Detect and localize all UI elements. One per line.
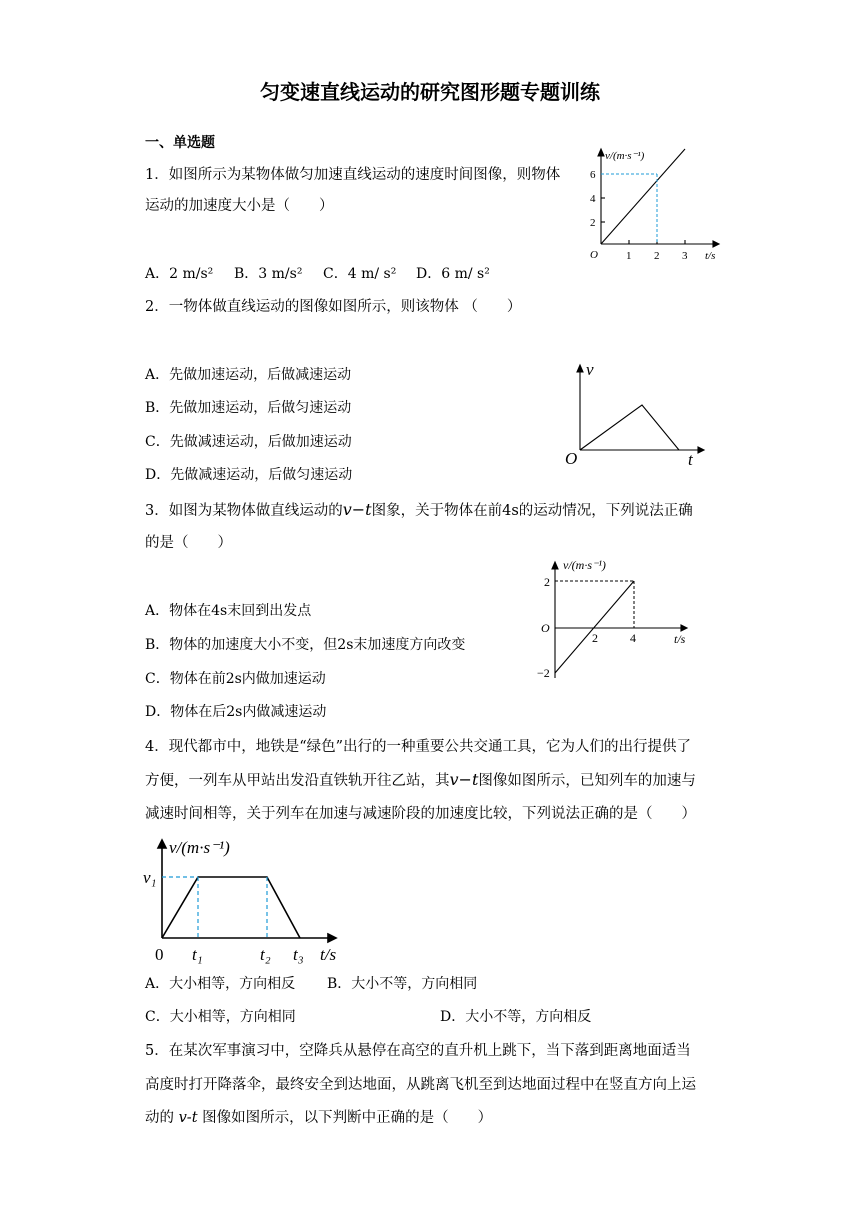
q4-option-c: C．大小相等，方向相同	[145, 1009, 296, 1025]
q1-option-d: D．6 m/ s²	[416, 266, 490, 282]
q3-xtick: 4	[630, 631, 636, 645]
q1-option-a: A．2 m/s²	[145, 266, 214, 282]
q2-velocity-line	[580, 405, 679, 450]
q1-xtick: 2	[654, 250, 660, 262]
q3-ytick: −2	[537, 666, 550, 680]
q2-option-b: B．先做加速运动，后做匀速运动	[145, 400, 352, 416]
q5-vt-symbol: v-t	[178, 1110, 198, 1126]
q3-xlabel: t/s	[674, 632, 686, 646]
q4-t1-label: t₁	[192, 945, 203, 964]
q3-xtick: 2	[592, 631, 598, 645]
q4-stem-line3: 减速时间相等，关于列车在加速与减速阶段的加速度比较，下列说法正确的是（ ）	[145, 806, 696, 822]
q1-ytick: 6	[590, 169, 596, 181]
q4-option-d: D．大小不等，方向相反	[440, 1009, 592, 1025]
q1-stem-line2: 运动的加速度大小是（ ）	[145, 198, 334, 214]
q5-stem-text: 动的	[145, 1110, 179, 1126]
arrow-icon	[158, 840, 166, 848]
page-title: 匀变速直线运动的研究图形题专题训练	[260, 80, 600, 104]
q3-option-d: D．物体在后2s内做减速运动	[145, 704, 327, 720]
q4-stem-text: 图像如图所示，已知列车的加速与	[478, 773, 696, 789]
q2-origin: O	[565, 449, 578, 468]
q3-ytick: 2	[544, 575, 550, 589]
q1-velocity-line	[601, 149, 685, 244]
q3-vt-graph	[535, 553, 695, 683]
q3-velocity-line	[555, 581, 634, 673]
arrow-icon	[681, 625, 687, 631]
q1-origin: O	[590, 249, 598, 261]
q2-option-c: C．先做减速运动，后做加速运动	[145, 434, 352, 450]
q5-stem-text: 图像如图所示，以下判断中正确的是（ ）	[197, 1110, 493, 1126]
q4-t2-label: t₂	[260, 945, 271, 964]
q1-vt-graph	[585, 142, 725, 267]
arrow-icon	[713, 241, 719, 247]
q1-option-c: C．4 m/ s²	[323, 266, 397, 282]
q3-option-a: A．物体在4s末回到出发点	[145, 603, 312, 619]
q2-xlabel: t	[688, 450, 693, 469]
q2-option-d: D．先做减速运动，后做匀速运动	[145, 467, 353, 483]
q3-stem-text: 图象，关于物体在前4s的运动情况，下列说法正确	[371, 503, 693, 519]
q4-option-b: B．大小不等，方向相同	[327, 976, 478, 992]
q4-stem-text: 方便，一列车从甲站出发沿直铁轨开往乙站，其	[145, 773, 450, 789]
arrow-icon	[577, 365, 583, 372]
q4-option-a: A．大小相等，方向相反	[145, 976, 296, 992]
q2-stem: 2．一物体做直线运动的图像如图所示，则该物体 （ ）	[145, 299, 522, 315]
q4-vt-symbol: v−t	[449, 770, 479, 789]
q4-ylabel: v/(m·s⁻¹)	[169, 838, 230, 857]
arrow-icon	[328, 934, 336, 942]
q3-ylabel: v/(m·s⁻¹)	[563, 558, 606, 572]
q1-ytick: 2	[590, 217, 596, 229]
q1-ytick: 4	[590, 193, 596, 205]
q2-option-a: A．先做加速运动，后做减速运动	[145, 367, 352, 383]
q1-ylabel: v/(m·s⁻¹)	[605, 150, 645, 162]
arrow-icon	[552, 562, 558, 569]
q3-vt-symbol: v−t	[342, 500, 372, 519]
q1-xlabel: t/s	[705, 250, 716, 262]
q2-vt-graph	[560, 358, 710, 470]
q4-velocity-line	[162, 877, 300, 938]
q4-v1-label: v₁	[143, 868, 157, 887]
q3-stem-line2: 的是（ ）	[145, 535, 232, 551]
q4-stem-line2	[145, 771, 696, 790]
q1-stem-line1: 1．如图所示为某物体做匀加速直线运动的速度时间图像，则物体	[145, 167, 561, 183]
q4-vt-graph	[140, 832, 350, 970]
q3-option-b: B．物体的加速度大小不变，但2s末加速度方向改变	[145, 637, 466, 653]
q4-stem-line1: 4．现代都市中，地铁是“绿色”出行的一种重要公共交通工具，它为人们的出行提供了	[145, 739, 692, 755]
q3-stem-line1	[145, 501, 693, 520]
q2-ylabel: v	[586, 360, 594, 379]
q3-option-c: C．物体在前2s内做加速运动	[145, 671, 326, 687]
q4-origin: 0	[155, 945, 164, 964]
q5-stem-line3	[145, 1109, 492, 1127]
q4-t3-label: t₃	[293, 945, 304, 964]
q4-xlabel: t/s	[320, 945, 337, 964]
arrow-icon	[598, 149, 604, 156]
q3-origin: O	[541, 621, 550, 635]
q1-option-b: B．3 m/s²	[234, 266, 303, 282]
q5-stem-line1: 5．在某次军事演习中，空降兵从悬停在高空的直升机上跳下，当下落到距离地面适当	[145, 1043, 691, 1059]
section-heading: 一、单选题	[145, 135, 215, 151]
q3-stem-text: 3．如图为某物体做直线运动的	[145, 503, 343, 519]
q1-xtick: 1	[626, 250, 632, 262]
q1-xtick: 3	[682, 250, 688, 262]
arrow-icon	[698, 447, 704, 453]
q5-stem-line2: 高度时打开降落伞，最终安全到达地面，从跳离飞机至到达地面过程中在竖直方向上运	[145, 1077, 696, 1093]
